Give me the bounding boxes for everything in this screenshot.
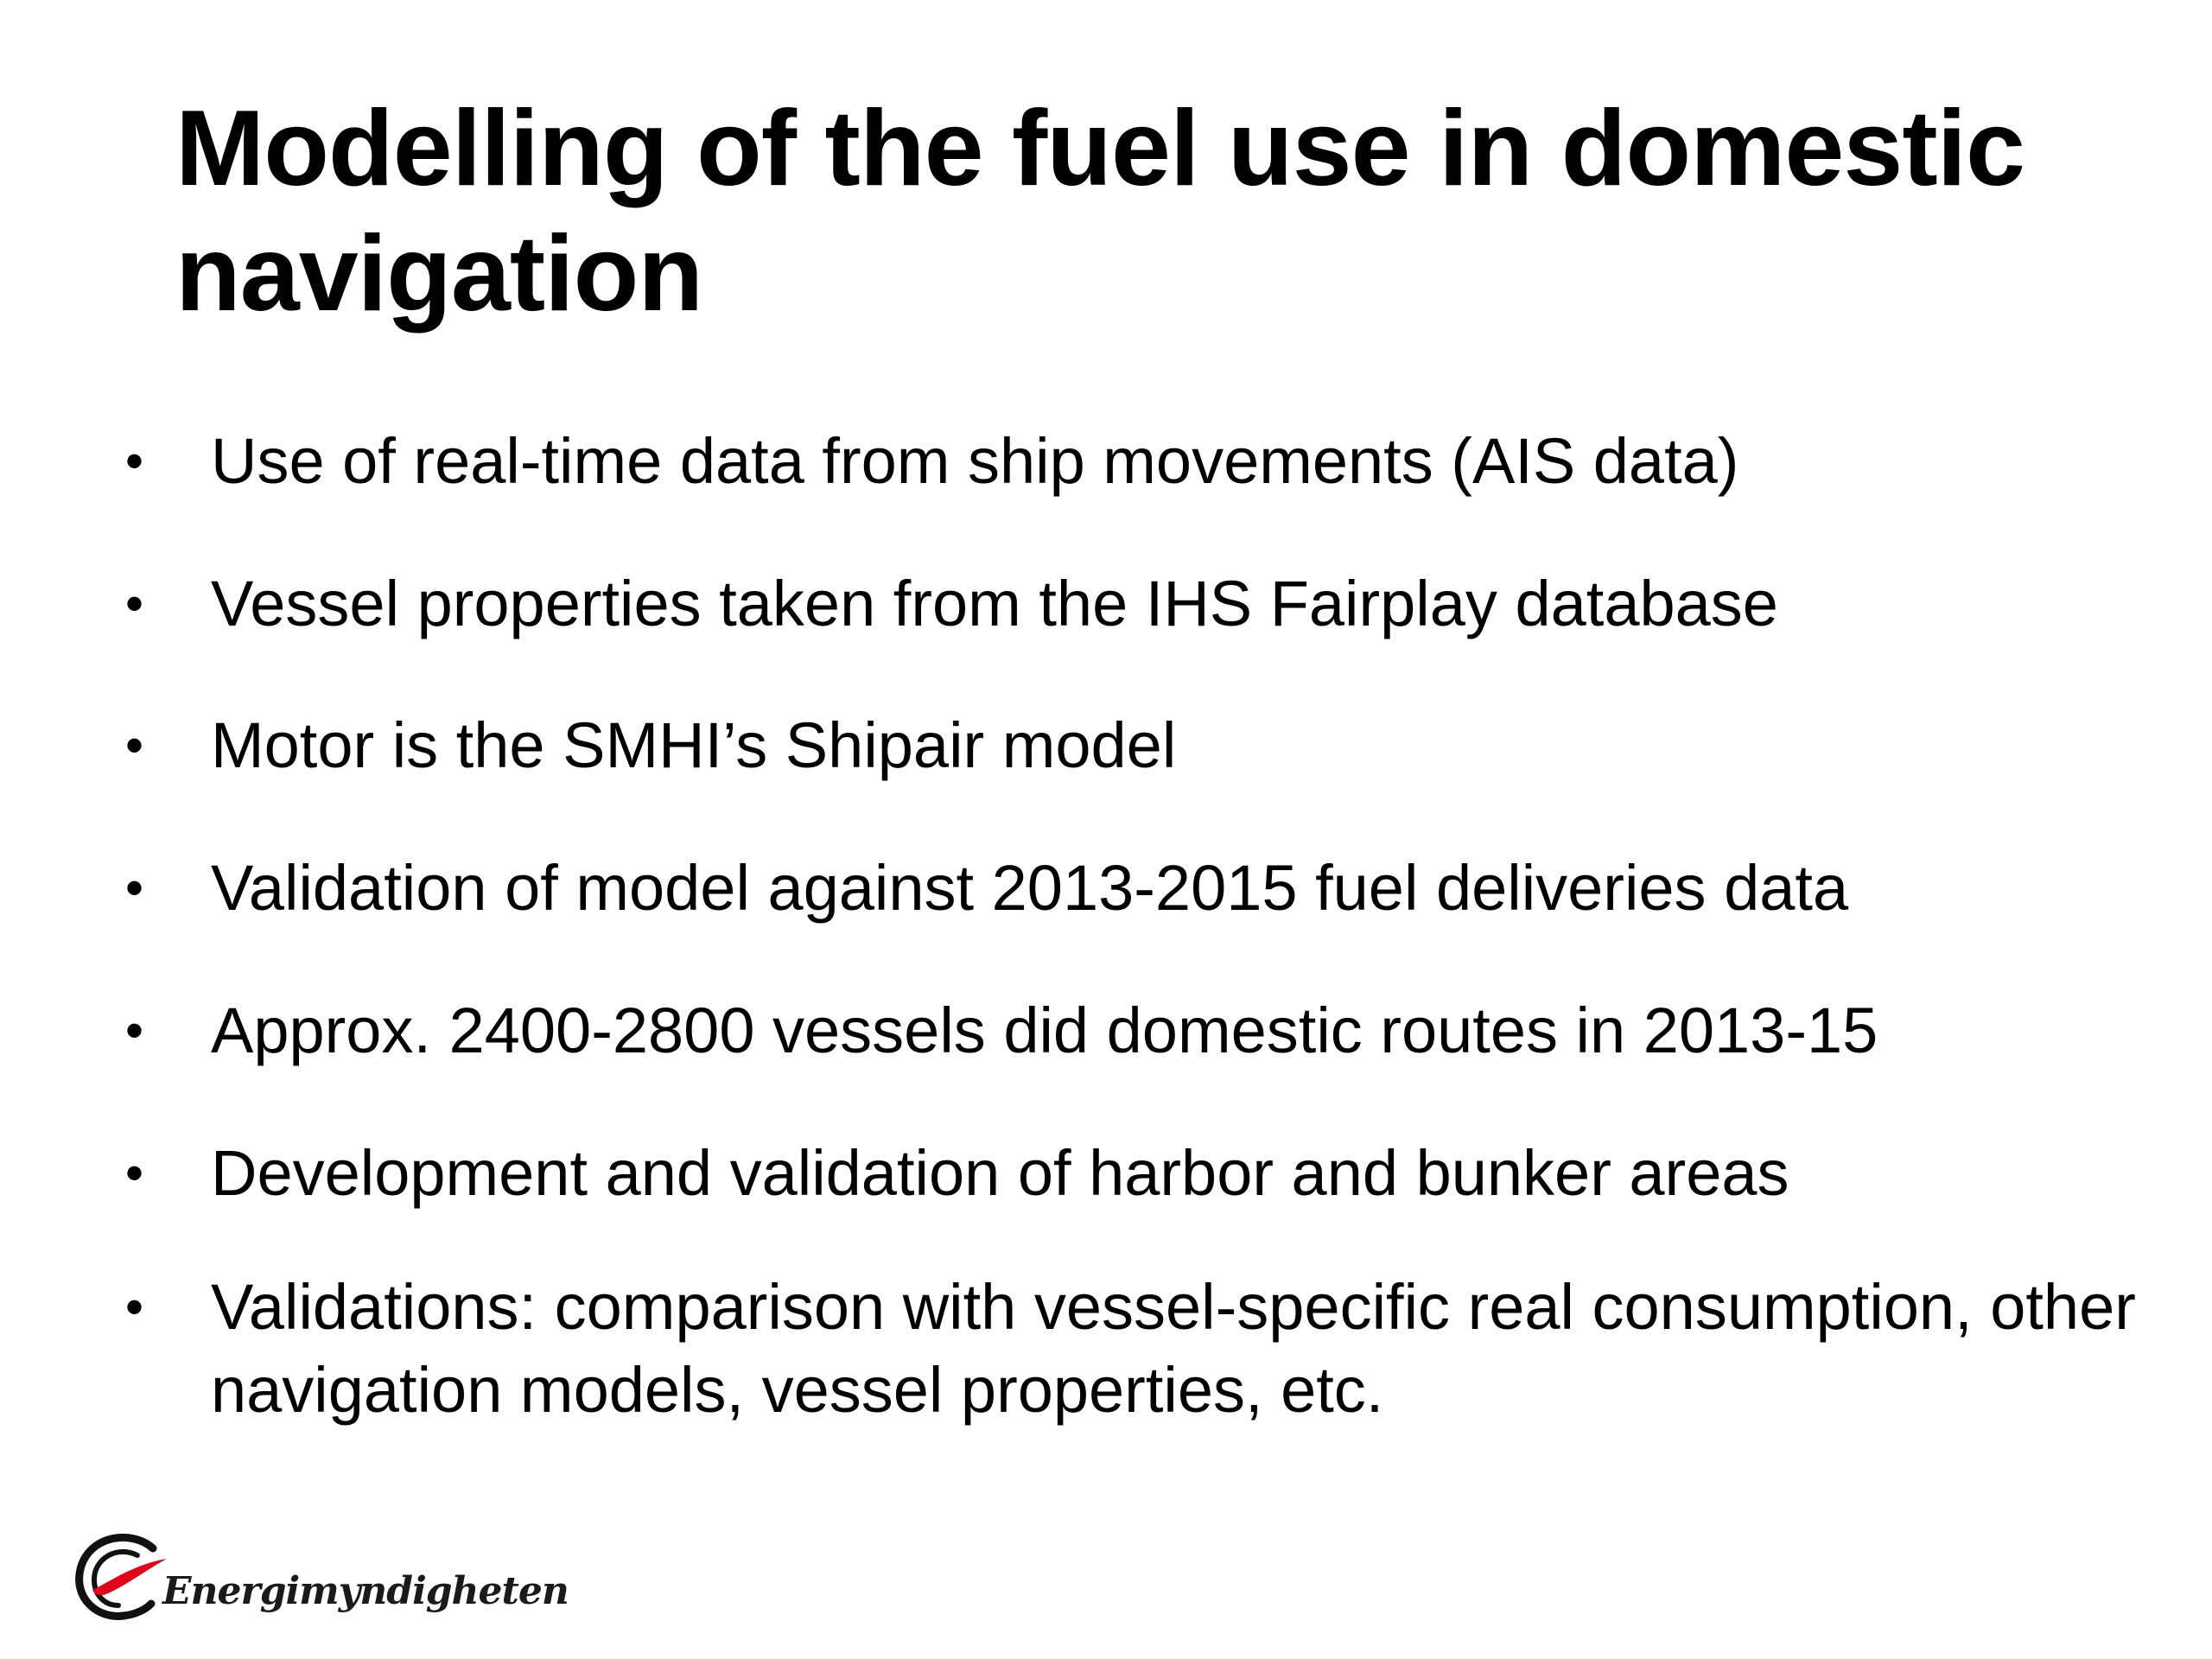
bullet-text: Use of real-time data from ship movements (AIS data) bbox=[211, 425, 1739, 497]
energimyndigheten-logo-icon bbox=[73, 1529, 168, 1624]
bullet-dot-icon: • bbox=[125, 1001, 144, 1059]
bullet-text: Development and validation of harbor and bunker areas bbox=[211, 1137, 1789, 1209]
bullet-dot-icon: • bbox=[125, 432, 144, 490]
bullet-dot-icon: • bbox=[125, 575, 144, 632]
bullet-text: Validations: comparison with vessel-specific real consumption, other navigation models, vessel properties, etc. bbox=[211, 1271, 2154, 1426]
bullet-text: Validation of model against 2013-2015 fuel deliveries data bbox=[211, 852, 1849, 924]
logo-wordmark: Energimyndigheten bbox=[162, 1569, 569, 1613]
slide-title: Modelling of the fuel use in domestic navigation bbox=[175, 89, 2025, 334]
bullet-text: Approx. 2400-2800 vessels did domestic routes in 2013-15 bbox=[211, 995, 1878, 1066]
bullet-dot-icon: • bbox=[125, 1144, 144, 1202]
bullet-text: Motor is the SMHI’s Shipair model bbox=[211, 709, 1177, 781]
logo-swoosh-red bbox=[92, 1559, 167, 1595]
bullet-dot-icon: • bbox=[125, 716, 144, 774]
bullet-text: Vessel properties taken from the IHS Fairplay database bbox=[211, 568, 1778, 639]
bullet-dot-icon: • bbox=[125, 1278, 144, 1336]
bullet-dot-icon: • bbox=[125, 859, 144, 917]
energimyndigheten-logo bbox=[73, 1529, 569, 1624]
